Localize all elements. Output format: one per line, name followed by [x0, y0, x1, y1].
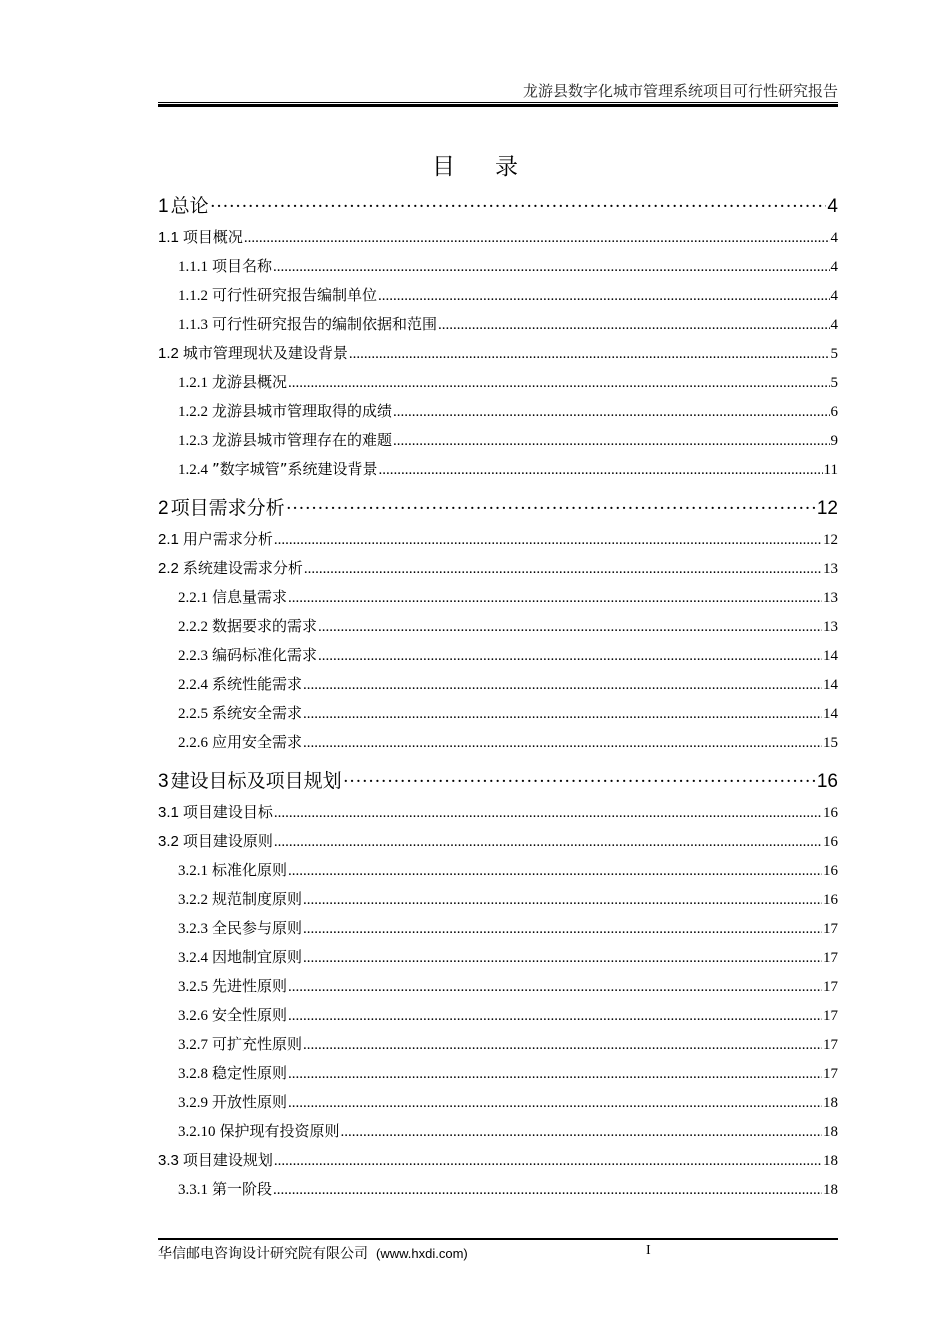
toc-dot-leader	[303, 886, 822, 914]
toc-entry-number: 2.2.3	[178, 648, 208, 664]
toc-entry[interactable]	[158, 856, 838, 885]
toc-entry[interactable]	[158, 252, 838, 281]
toc-entry[interactable]	[158, 190, 838, 223]
toc-dot-leader	[286, 492, 816, 525]
toc-entry-page: 13	[823, 619, 838, 635]
toc-entry-number: 3.2.8	[178, 1066, 208, 1082]
toc-entry-page: 12	[816, 498, 838, 519]
toc-entry-number: 3.2.1	[178, 863, 208, 879]
toc-entry[interactable]	[158, 943, 838, 972]
toc-entry-page: 17	[823, 1008, 838, 1024]
toc-dot-leader	[274, 1147, 822, 1175]
toc-entry-page: 5	[830, 375, 838, 391]
toc-dot-leader	[393, 398, 829, 426]
toc-entry-label: 龙游县城市管理取得的成绩	[212, 402, 393, 420]
toc-entry[interactable]	[158, 525, 838, 554]
toc-entry-label: 项目建设原则	[182, 832, 273, 850]
toc-dot-leader	[288, 1060, 822, 1088]
toc-entry-label: 项目建设规划	[182, 1151, 273, 1169]
toc-entry[interactable]	[158, 368, 838, 397]
toc-dot-leader	[343, 765, 816, 798]
toc-entry-page: 4	[830, 317, 838, 333]
toc-entry[interactable]	[158, 223, 838, 252]
toc-entry-page: 16	[823, 863, 838, 879]
toc-entry-page: 17	[823, 921, 838, 937]
toc-entry[interactable]	[158, 1030, 838, 1059]
toc-dot-leader	[379, 456, 823, 484]
toc-entry-number: 2	[158, 498, 169, 519]
toc-entry-label: 项目建设目标	[182, 803, 273, 821]
toc-entry[interactable]	[158, 554, 838, 583]
toc-entry-label: 先进性原则	[212, 977, 288, 995]
toc-entry-label: 规范制度原则	[212, 890, 303, 908]
toc-dot-leader	[341, 1118, 822, 1146]
toc-dot-leader	[303, 944, 822, 972]
toc-entry[interactable]	[158, 397, 838, 426]
toc-entry-number: 3.2.10	[178, 1124, 216, 1140]
toc-entry-page: 5	[830, 346, 838, 362]
toc-entry-label: 系统性能需求	[212, 675, 303, 693]
toc-entry-label: 开放性原则	[212, 1093, 288, 1111]
toc-entry-page: 15	[823, 735, 838, 751]
toc-entry[interactable]	[158, 426, 838, 455]
toc-entry-page: 9	[830, 433, 838, 449]
toc-dot-leader	[318, 613, 822, 641]
toc-entry-number: 3.2.4	[178, 950, 208, 966]
toc-entry-number: 1	[158, 196, 169, 217]
toc-dot-leader	[288, 584, 822, 612]
toc-entry-label: 可行性研究报告编制单位	[212, 286, 378, 304]
toc-dot-leader	[393, 427, 829, 455]
toc-dot-leader	[210, 190, 827, 223]
toc-entry-number: 2.2.2	[178, 619, 208, 635]
toc-dot-leader	[438, 311, 829, 339]
toc-entry-label: ”数字城管”系统建设背景	[212, 460, 378, 478]
toc-entry-number: 2.1	[158, 531, 179, 548]
toc-entry-number: 1.2.4	[178, 462, 208, 478]
toc-entry-label: 稳定性原则	[212, 1064, 288, 1082]
toc-entry[interactable]	[158, 670, 838, 699]
toc-entry-number: 2.2.5	[178, 706, 208, 722]
toc-entry-page: 18	[823, 1095, 838, 1111]
toc-entry[interactable]	[158, 765, 838, 798]
toc-dot-leader	[274, 799, 822, 827]
toc-entry-number: 1.2	[158, 345, 179, 362]
toc-entry[interactable]	[158, 281, 838, 310]
toc-dot-leader	[318, 642, 822, 670]
toc-entry-label: 龙游县城市管理存在的难题	[212, 431, 393, 449]
footer-website: (www.hxdi.com)	[376, 1246, 468, 1261]
toc-entry[interactable]	[158, 827, 838, 856]
toc-entry-label: 项目名称	[212, 257, 273, 275]
header-rule-thin	[158, 102, 838, 103]
toc-entry-page: 4	[830, 259, 838, 275]
toc-entry-label: 保护现有投资原则	[219, 1122, 340, 1140]
toc-entry[interactable]	[158, 583, 838, 612]
toc-entry-page: 13	[823, 561, 838, 577]
toc-entry-page: 16	[823, 805, 838, 821]
toc-entry-page: 17	[823, 1066, 838, 1082]
toc-dot-leader	[303, 729, 822, 757]
toc-entry[interactable]	[158, 1146, 838, 1175]
toc-entry-label: 用户需求分析	[182, 530, 273, 548]
toc-entry[interactable]	[158, 310, 838, 339]
toc-entry-page: 17	[823, 950, 838, 966]
toc-dot-leader	[303, 1031, 822, 1059]
toc-entry[interactable]	[158, 641, 838, 670]
toc-entry-label: 第一阶段	[212, 1180, 273, 1198]
toc-entry[interactable]	[158, 728, 838, 757]
toc-entry[interactable]	[158, 492, 838, 525]
toc-entry-number: 1.2.3	[178, 433, 208, 449]
toc-entry-number: 3.2.9	[178, 1095, 208, 1111]
toc-entry-label: 系统安全需求	[212, 704, 303, 722]
table-of-contents	[158, 190, 838, 1204]
toc-entry-number: 3.2.2	[178, 892, 208, 908]
toc-entry-page: 14	[823, 677, 838, 693]
toc-entry[interactable]	[158, 699, 838, 728]
toc-entry[interactable]	[158, 339, 838, 368]
toc-entry-number: 3	[158, 771, 169, 792]
toc-dot-leader	[303, 671, 822, 699]
toc-entry-number: 3.2.7	[178, 1037, 208, 1053]
toc-dot-leader	[288, 369, 829, 397]
toc-entry-page: 11	[823, 462, 838, 478]
toc-entry-page: 6	[830, 404, 838, 420]
toc-dot-leader	[288, 857, 822, 885]
toc-entry-label: 编码标准化需求	[212, 646, 318, 664]
toc-entry[interactable]	[158, 1175, 838, 1204]
toc-entry-number: 2.2.1	[178, 590, 208, 606]
toc-entry[interactable]	[158, 1001, 838, 1030]
toc-entry-page: 17	[823, 979, 838, 995]
toc-entry-page: 14	[823, 706, 838, 722]
toc-entry-label: 可扩充性原则	[212, 1035, 303, 1053]
toc-entry-label: 应用安全需求	[212, 733, 303, 751]
toc-entry[interactable]	[158, 455, 838, 484]
footer-company-name: 华信邮电咨询设计研究院有限公司	[158, 1246, 368, 1262]
toc-entry-number: 2.2	[158, 560, 179, 577]
running-header-title: 龙游县数字化城市管理系统项目可行性研究报告	[522, 82, 838, 100]
toc-entry[interactable]	[158, 972, 838, 1001]
toc-entry-page: 18	[823, 1124, 838, 1140]
toc-dot-leader	[288, 973, 822, 1001]
toc-entry-number: 1.1.2	[178, 288, 208, 304]
footer-company	[158, 1243, 468, 1263]
toc-entry-label: 城市管理现状及建设背景	[182, 344, 348, 362]
toc-entry-number: 1.1.1	[178, 259, 208, 275]
footer-rule	[158, 1238, 838, 1240]
toc-entry-page: 18	[823, 1153, 838, 1169]
toc-dot-leader	[274, 828, 822, 856]
toc-entry-label: 龙游县概况	[212, 373, 288, 391]
toc-entry-page: 4	[830, 288, 838, 304]
toc-entry-number: 3.2.5	[178, 979, 208, 995]
toc-entry-page: 18	[823, 1182, 838, 1198]
toc-dot-leader	[304, 555, 822, 583]
toc-dot-leader	[303, 700, 822, 728]
toc-entry-page: 4	[830, 230, 838, 246]
toc-entry-label: 项目概况	[182, 228, 243, 246]
toc-entry-label: 因地制宜原则	[212, 948, 303, 966]
toc-dot-leader	[273, 1176, 822, 1204]
toc-dot-leader	[303, 915, 822, 943]
toc-title: 目录	[432, 154, 558, 180]
toc-dot-leader	[274, 526, 822, 554]
toc-dot-leader	[378, 282, 829, 310]
toc-entry[interactable]	[158, 914, 838, 943]
header-rule-thick	[158, 104, 838, 107]
toc-entry[interactable]	[158, 1059, 838, 1088]
toc-entry-label: 系统建设需求分析	[182, 559, 303, 577]
toc-entry-number: 3.2	[158, 833, 179, 850]
toc-entry-number: 1.2.2	[178, 404, 208, 420]
toc-entry-label: 信息量需求	[212, 588, 288, 606]
toc-entry-number: 1.1.3	[178, 317, 208, 333]
toc-entry-label: 安全性原则	[212, 1006, 288, 1024]
toc-entry-page: 13	[823, 590, 838, 606]
toc-entry[interactable]	[158, 1088, 838, 1117]
toc-entry-label: 标准化原则	[212, 861, 288, 879]
toc-entry-label: 建设目标及项目规划	[170, 770, 342, 792]
toc-entry-label: 总论	[170, 195, 209, 217]
toc-entry-page: 4	[827, 196, 838, 217]
toc-entry[interactable]	[158, 1117, 838, 1146]
toc-entry-page: 16	[823, 892, 838, 908]
toc-entry-label: 可行性研究报告的编制依据和范围	[212, 315, 438, 333]
toc-entry-page: 16	[823, 834, 838, 850]
toc-entry-page: 17	[823, 1037, 838, 1053]
toc-entry[interactable]	[158, 798, 838, 827]
footer-page-number: I	[646, 1243, 651, 1258]
toc-entry-number: 3.3.1	[178, 1182, 208, 1198]
toc-entry-number: 3.3	[158, 1152, 179, 1169]
toc-entry-number: 2.2.6	[178, 735, 208, 751]
toc-entry-number: 1.1	[158, 229, 179, 246]
toc-entry-page: 12	[823, 532, 838, 548]
toc-entry-number: 1.2.1	[178, 375, 208, 391]
toc-entry-page: 14	[823, 648, 838, 664]
toc-entry-number: 2.2.4	[178, 677, 208, 693]
toc-entry-page: 16	[816, 771, 838, 792]
toc-entry-label: 数据要求的需求	[212, 617, 318, 635]
toc-entry-number: 3.2.3	[178, 921, 208, 937]
toc-entry[interactable]	[158, 885, 838, 914]
toc-dot-leader	[244, 224, 830, 252]
toc-dot-leader	[273, 253, 829, 281]
toc-entry-number: 3.1	[158, 804, 179, 821]
toc-dot-leader	[288, 1002, 822, 1030]
toc-dot-leader	[349, 340, 830, 368]
toc-entry-label: 项目需求分析	[170, 497, 285, 519]
toc-entry[interactable]	[158, 612, 838, 641]
toc-entry-label: 全民参与原则	[212, 919, 303, 937]
toc-dot-leader	[288, 1089, 822, 1117]
toc-entry-number: 3.2.6	[178, 1008, 208, 1024]
